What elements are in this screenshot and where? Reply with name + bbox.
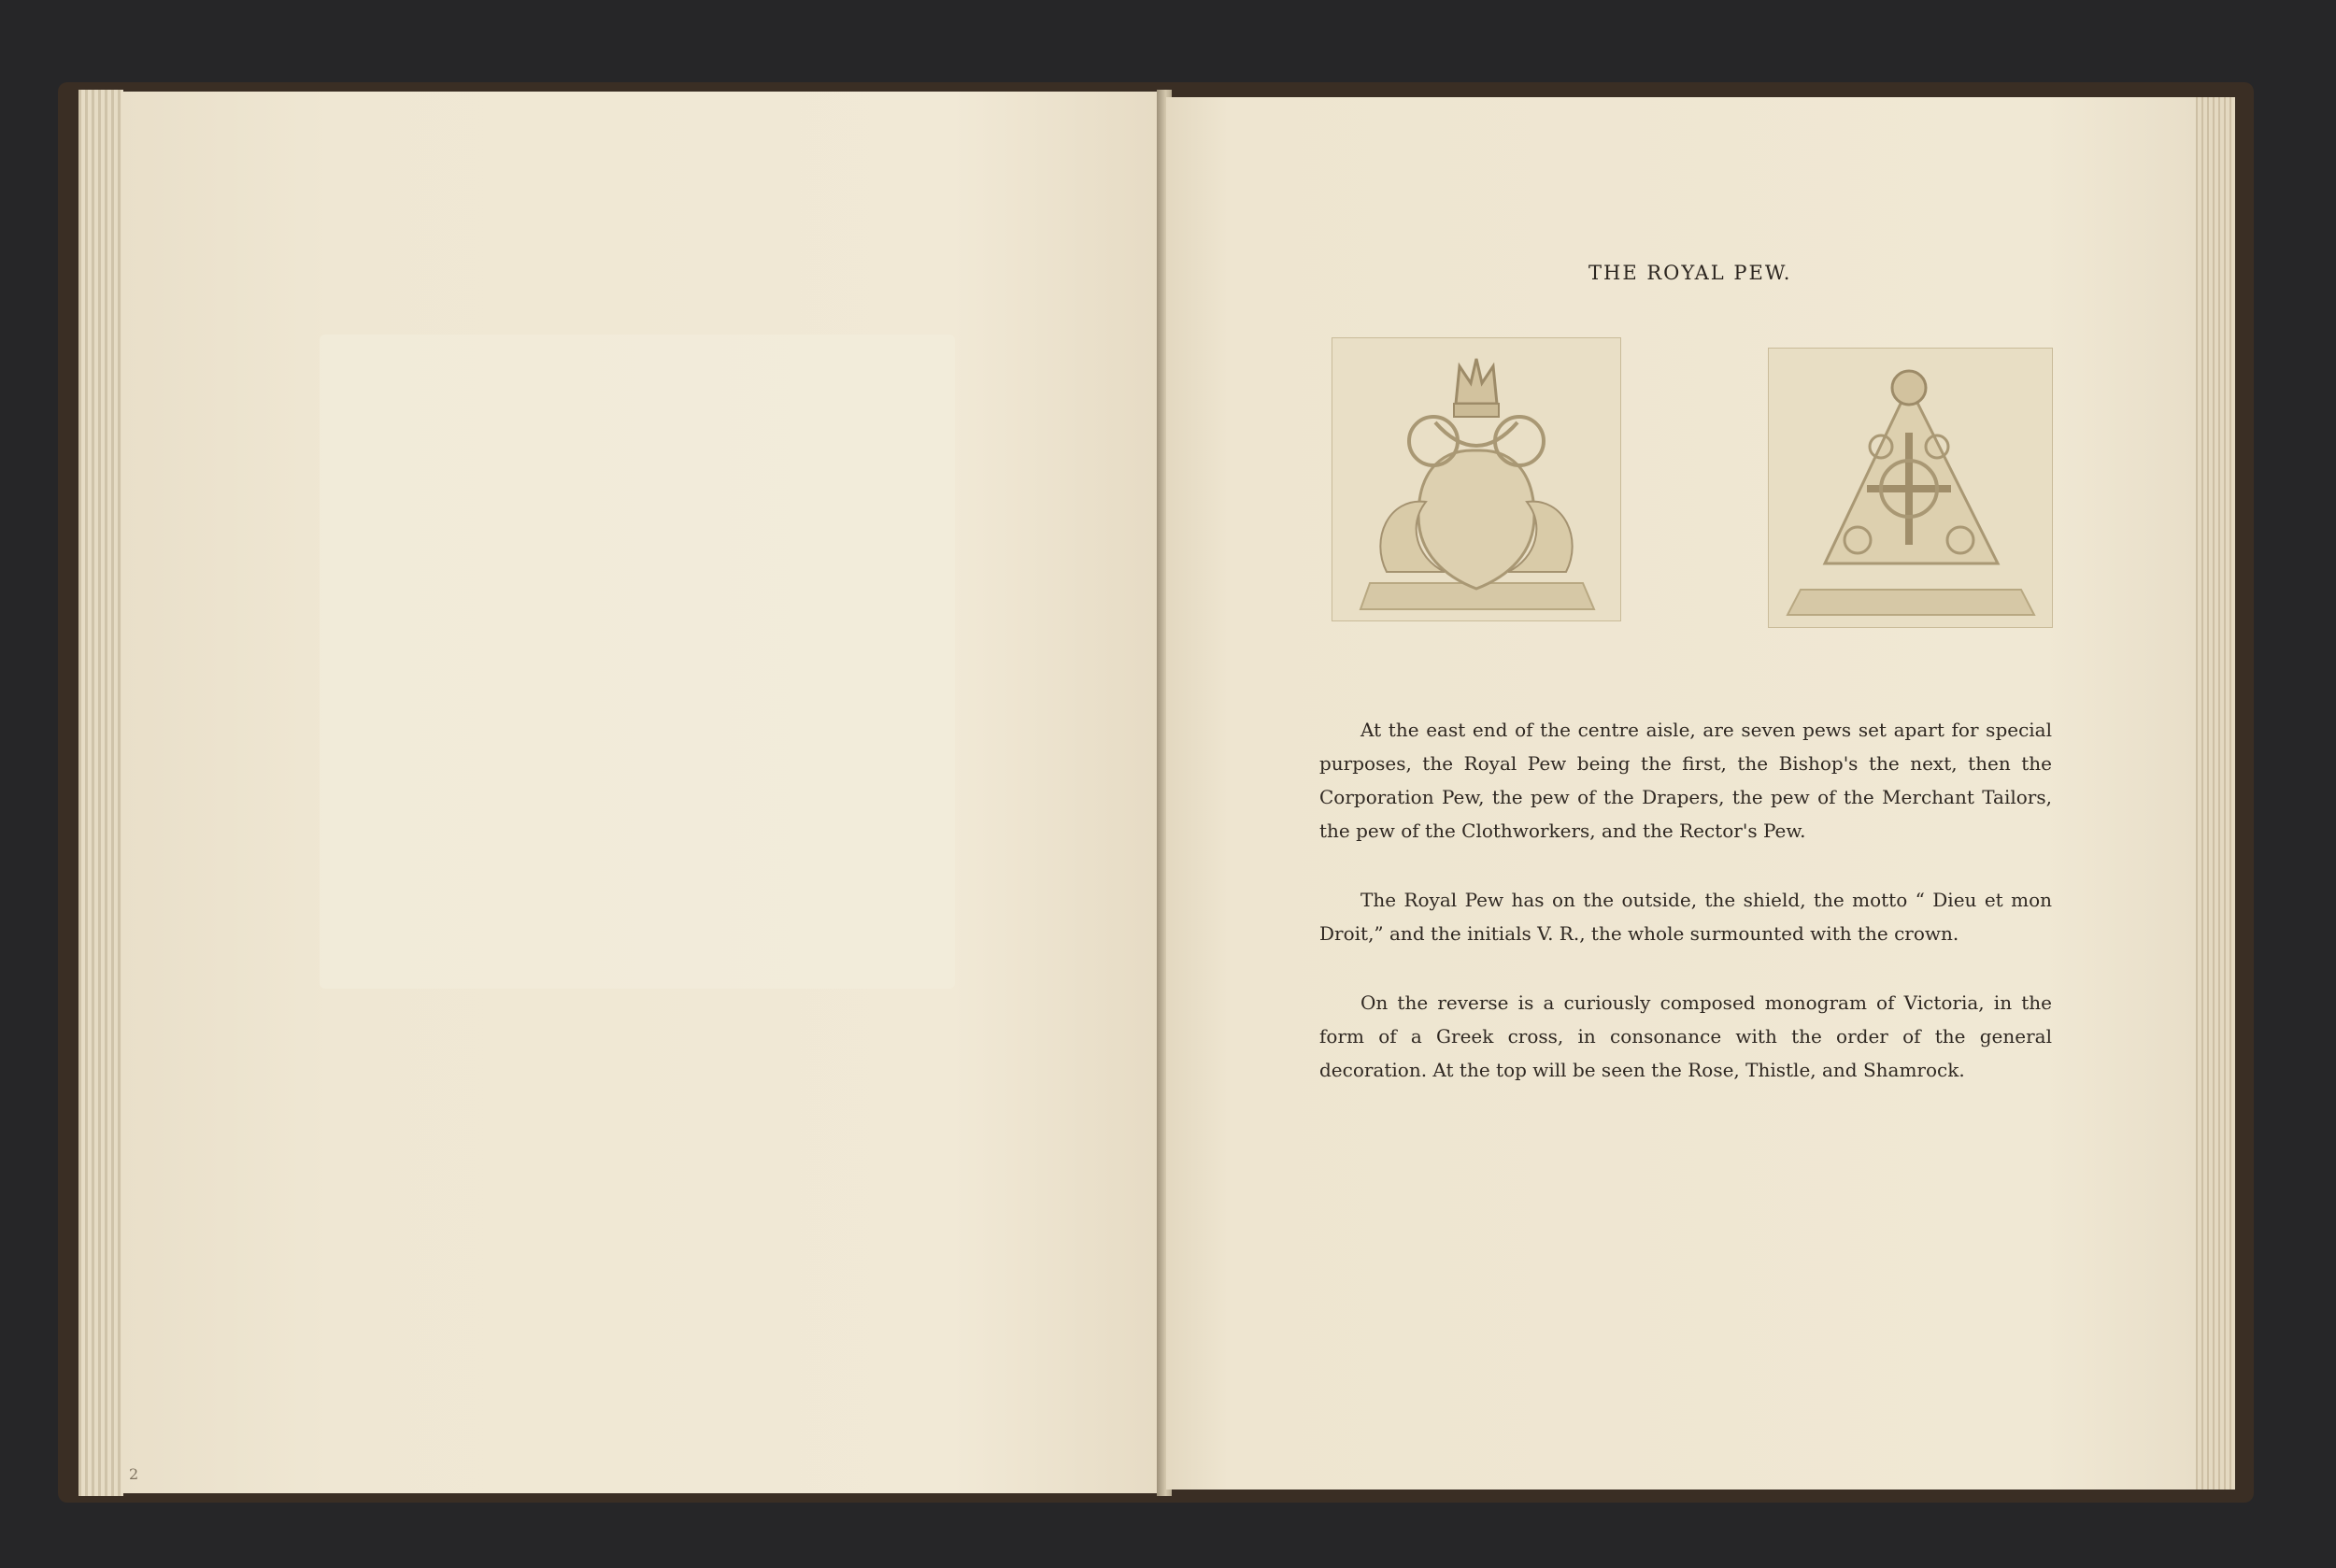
left-page-edges bbox=[78, 90, 123, 1496]
shield-crown-monogram-icon bbox=[1332, 338, 1620, 620]
right-page-edges bbox=[2196, 97, 2235, 1490]
body-text bbox=[1319, 713, 2052, 1122]
left-page-show-through-plate bbox=[320, 335, 955, 989]
page-title: THE ROYAL PEW. bbox=[1588, 262, 1792, 284]
left-page-number: 2 bbox=[129, 1465, 139, 1483]
victoria-monogram-cross-icon bbox=[1769, 349, 2052, 627]
paragraph-royal-pew-outside: The Royal Pew has on the outside, the shield, the motto “ Dieu et mon Droit,” and the initials V. R., the whole surmounted with the crown. bbox=[1319, 889, 2052, 945]
paragraph-royal-pew-reverse: On the reverse is a curiously composed monogram of Victoria, in the form of a Greek cross, in consonance with the order of the general decoration. At the top will be seen the Rose, Thistle, and Shamrock. bbox=[1319, 991, 2052, 1081]
royal-pew-reverse-carving bbox=[1769, 349, 2052, 627]
paragraph-special-pews: At the east end of the centre aisle, are seven pews set apart for special purposes, the Royal Pew being the first, the Bishop's the next, then the Corporation Pew, the pew of the Drapers, the pew of the Merchant Tailors, the pew of the Clothworkers, and the Rector's Pew. bbox=[1319, 719, 2052, 842]
royal-pew-outside-carving bbox=[1332, 338, 1620, 620]
